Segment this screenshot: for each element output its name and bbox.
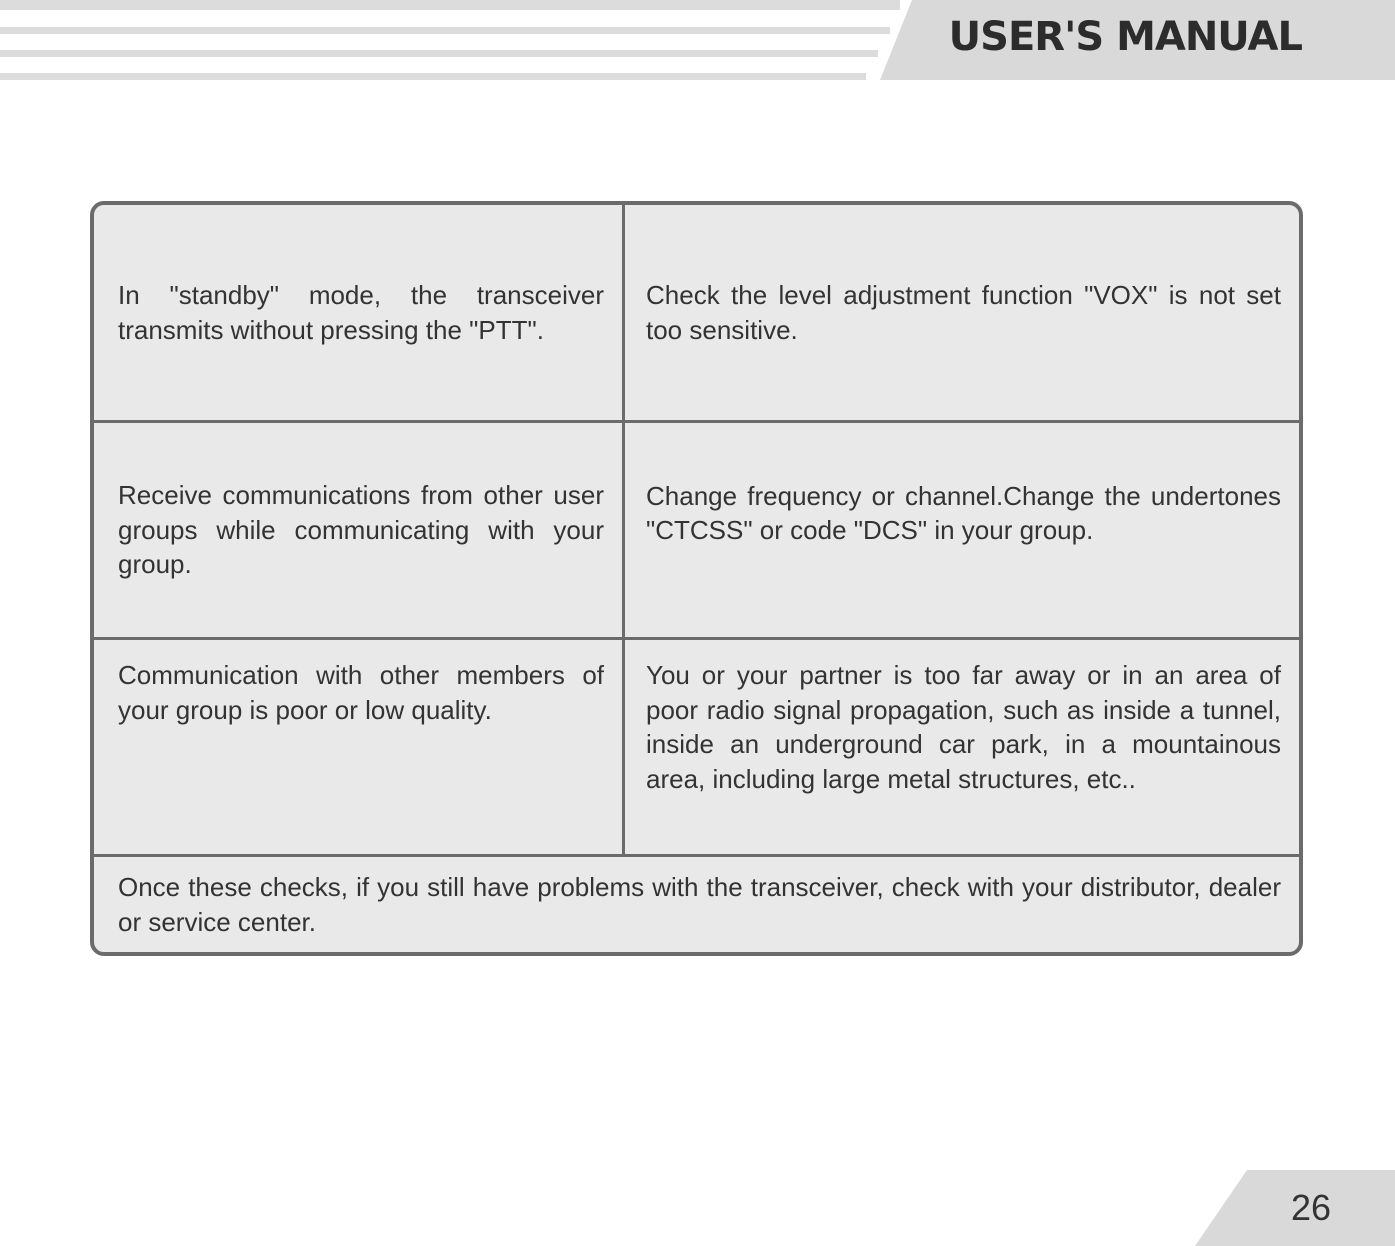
problem-cell	[94, 640, 622, 854]
header-stripe	[0, 50, 878, 57]
solution-text: Change frequency or channel.Change the undertones "CTCSS" or code "DCS" in your group.	[646, 480, 1281, 545]
solution-cell	[625, 423, 1299, 637]
header-stripe	[0, 0, 900, 10]
problem-text: Receive communications from other user groups while communicating with your group.	[118, 480, 604, 580]
solution-text: You or your partner is too far away or in an area of poor radio signal propagation, such as inside a tunnel, inside an underground car park, in a mountainous area, including large metal structures, etc..	[646, 660, 1281, 794]
header-stripe	[0, 73, 866, 80]
solution-text: Check the level adjustment function "VOX" is not set too sensitive.	[646, 280, 1281, 345]
manual-title: USER'S MANUAL	[948, 14, 1302, 60]
problem-text: Communication with other members of your group is poor or low quality.	[118, 660, 604, 725]
footer-note-text: Once these checks, if you still have problems with the transceiver, check with your distributor, dealer or service center.	[118, 872, 1281, 937]
troubleshooting-table	[90, 201, 1303, 956]
problem-cell	[94, 423, 622, 637]
solution-cell	[625, 205, 1299, 420]
solution-cell	[625, 640, 1299, 854]
table-row	[94, 423, 1299, 637]
footer-note-cell	[94, 857, 1299, 956]
table-footer-row	[94, 857, 1299, 956]
page-number: 26	[1290, 1187, 1331, 1228]
problem-cell	[94, 205, 622, 420]
table-row	[94, 205, 1299, 420]
header-stripe	[0, 27, 890, 34]
problem-text: In "standby" mode, the transceiver transmits without pressing the "PTT".	[118, 280, 604, 345]
table-row	[94, 640, 1299, 854]
column-divider	[622, 205, 625, 854]
